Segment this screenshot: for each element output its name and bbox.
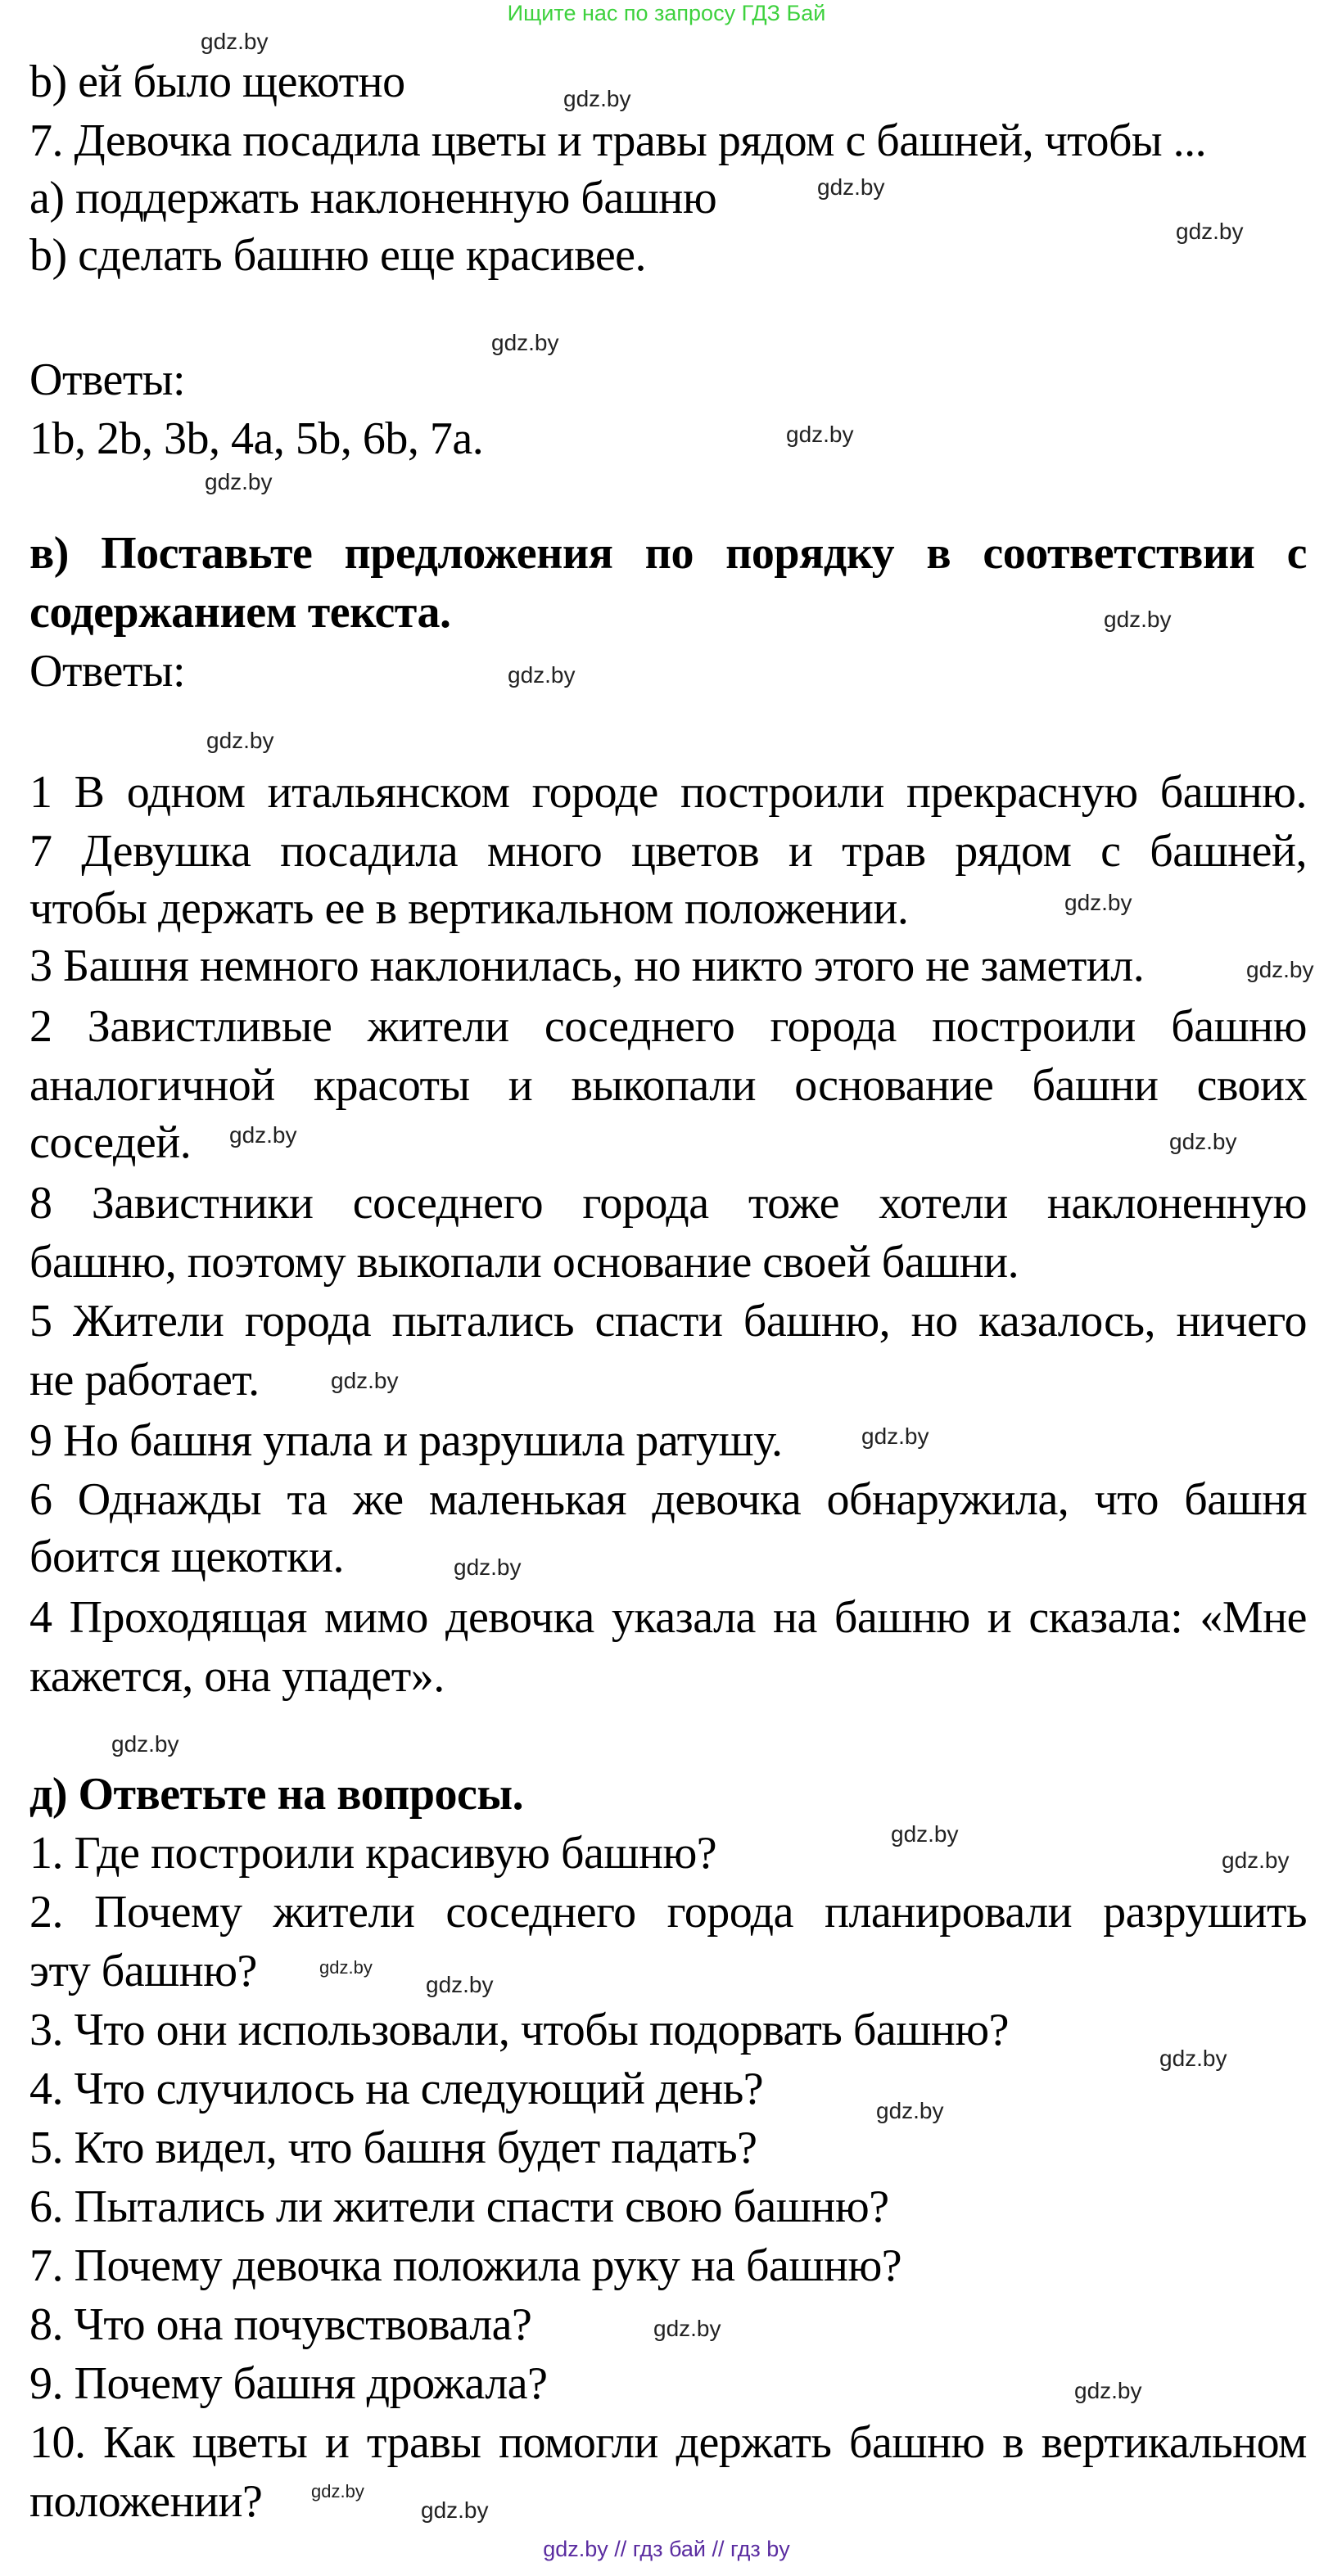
order-line: соседей. — [29, 1117, 192, 1168]
watermark: gdz.by — [653, 2316, 721, 2341]
quiz-option-7b: b) сделать башню еще красивее. — [29, 230, 647, 281]
watermark: gdz.by — [508, 662, 576, 688]
order-line: 6 Однажды та же маленькая девочка обнаружила, что башня — [29, 1474, 1307, 1525]
watermark: gdz.by — [311, 2481, 364, 2502]
order-line: 9 Но башня упала и разрушила ратушу. — [29, 1415, 783, 1466]
watermark: gdz.by — [563, 86, 631, 111]
section-v-title-cont: содержанием текста. — [29, 587, 451, 638]
question-line: 6. Пытались ли жители спасти свою башню? — [29, 2181, 889, 2232]
question-line: положении? — [29, 2476, 263, 2527]
order-line: кажется, она упадет». — [29, 1651, 445, 1702]
order-line: 7 Девушка посадила много цветов и трав рядом с башней, — [29, 826, 1307, 877]
search-banner[interactable]: Ищите нас по запросу ГДЗ Бай — [507, 1, 826, 25]
order-line: 4 Проходящая мимо девочка указала на башню и сказала: «Мне — [29, 1592, 1307, 1643]
watermark: gdz.by — [331, 1368, 399, 1393]
watermark: gdz.by — [319, 1957, 373, 1978]
watermark: gdz.by — [1159, 2046, 1227, 2071]
watermark: gdz.by — [454, 1554, 522, 1580]
watermark: gdz.by — [111, 1731, 179, 1757]
question-line: 4. Что случилось на следующий день? — [29, 2064, 764, 2114]
order-line: боится щекотки. — [29, 1532, 344, 1582]
question-line: 5. Кто видел, что башня будет падать? — [29, 2123, 757, 2173]
watermark: gdz.by — [229, 1122, 297, 1148]
order-line: не работает. — [29, 1355, 260, 1405]
watermark: gdz.by — [426, 1972, 494, 1997]
watermark: gdz.by — [1074, 2378, 1142, 2403]
watermark: gdz.by — [201, 29, 269, 54]
watermark: gdz.by — [421, 2497, 489, 2523]
question-line: эту башню? — [29, 1946, 257, 1996]
quiz-option-7a: а) поддержать наклоненную башню — [29, 173, 717, 223]
question-line: 3. Что они использовали, чтобы подорвать башню? — [29, 2005, 1009, 2055]
watermark: gdz.by — [861, 1423, 929, 1449]
question-line: 2. Почему жители соседнего города планировали разрушить — [29, 1887, 1307, 1938]
order-line: аналогичной красоты и выкопали основание башни своих — [29, 1060, 1307, 1111]
answers-label: Ответы: — [29, 354, 186, 405]
order-line: башню, поэтому выкопали основание своей башни. — [29, 1237, 1019, 1288]
quiz-question-7: 7. Девочка посадила цветы и травы рядом с башней, чтобы ... — [29, 115, 1207, 166]
section-v-title: в) Поставьте предложения по порядку в соответствии с — [29, 528, 1307, 579]
order-line: 8 Завистники соседнего города тоже хотели наклоненную — [29, 1178, 1307, 1229]
question-line: 8. Что она почувствовала? — [29, 2299, 532, 2350]
question-line: 1. Где построили красивую башню? — [29, 1828, 717, 1879]
question-line: 9. Почему башня дрожала? — [29, 2358, 548, 2409]
watermark: gdz.by — [876, 2098, 944, 2123]
quiz-option-6b: b) ей было щекотно — [29, 56, 405, 107]
section-v-answers-label: Ответы: — [29, 646, 186, 697]
order-line: чтобы держать ее в вертикальном положении. — [29, 883, 909, 934]
footer-links[interactable]: gdz.by // гдз бай // гдз by — [543, 2537, 790, 2561]
watermark: gdz.by — [891, 1821, 959, 1847]
order-line: 3 Башня немного наклонилась, но никто этого не заметил. — [29, 941, 1145, 991]
watermark: gdz.by — [206, 728, 274, 753]
section-d-title: д) Ответьте на вопросы. — [29, 1769, 524, 1820]
watermark: gdz.by — [817, 174, 885, 200]
order-line: 5 Жители города пытались спасти башню, но казалось, ничего — [29, 1296, 1307, 1347]
order-line: 2 Завистливые жители соседнего города построили башню — [29, 1001, 1307, 1052]
order-line: 1 В одном итальянском городе построили прекрасную башню. — [29, 767, 1307, 818]
answers-text: 1b, 2b, 3b, 4a, 5b, 6b, 7a. — [29, 413, 484, 464]
watermark: gdz.by — [491, 330, 559, 355]
watermark: gdz.by — [786, 422, 854, 447]
watermark: gdz.by — [1064, 890, 1132, 915]
question-line: 7. Почему девочка положила руку на башню? — [29, 2240, 902, 2291]
watermark: gdz.by — [205, 469, 273, 494]
watermark: gdz.by — [1169, 1129, 1237, 1154]
watermark: gdz.by — [1104, 607, 1172, 632]
question-line: 10. Как цветы и травы помогли держать башню в вертикальном — [29, 2417, 1307, 2468]
watermark: gdz.by — [1176, 219, 1244, 244]
watermark: gdz.by — [1246, 957, 1314, 982]
watermark: gdz.by — [1222, 1847, 1290, 1873]
